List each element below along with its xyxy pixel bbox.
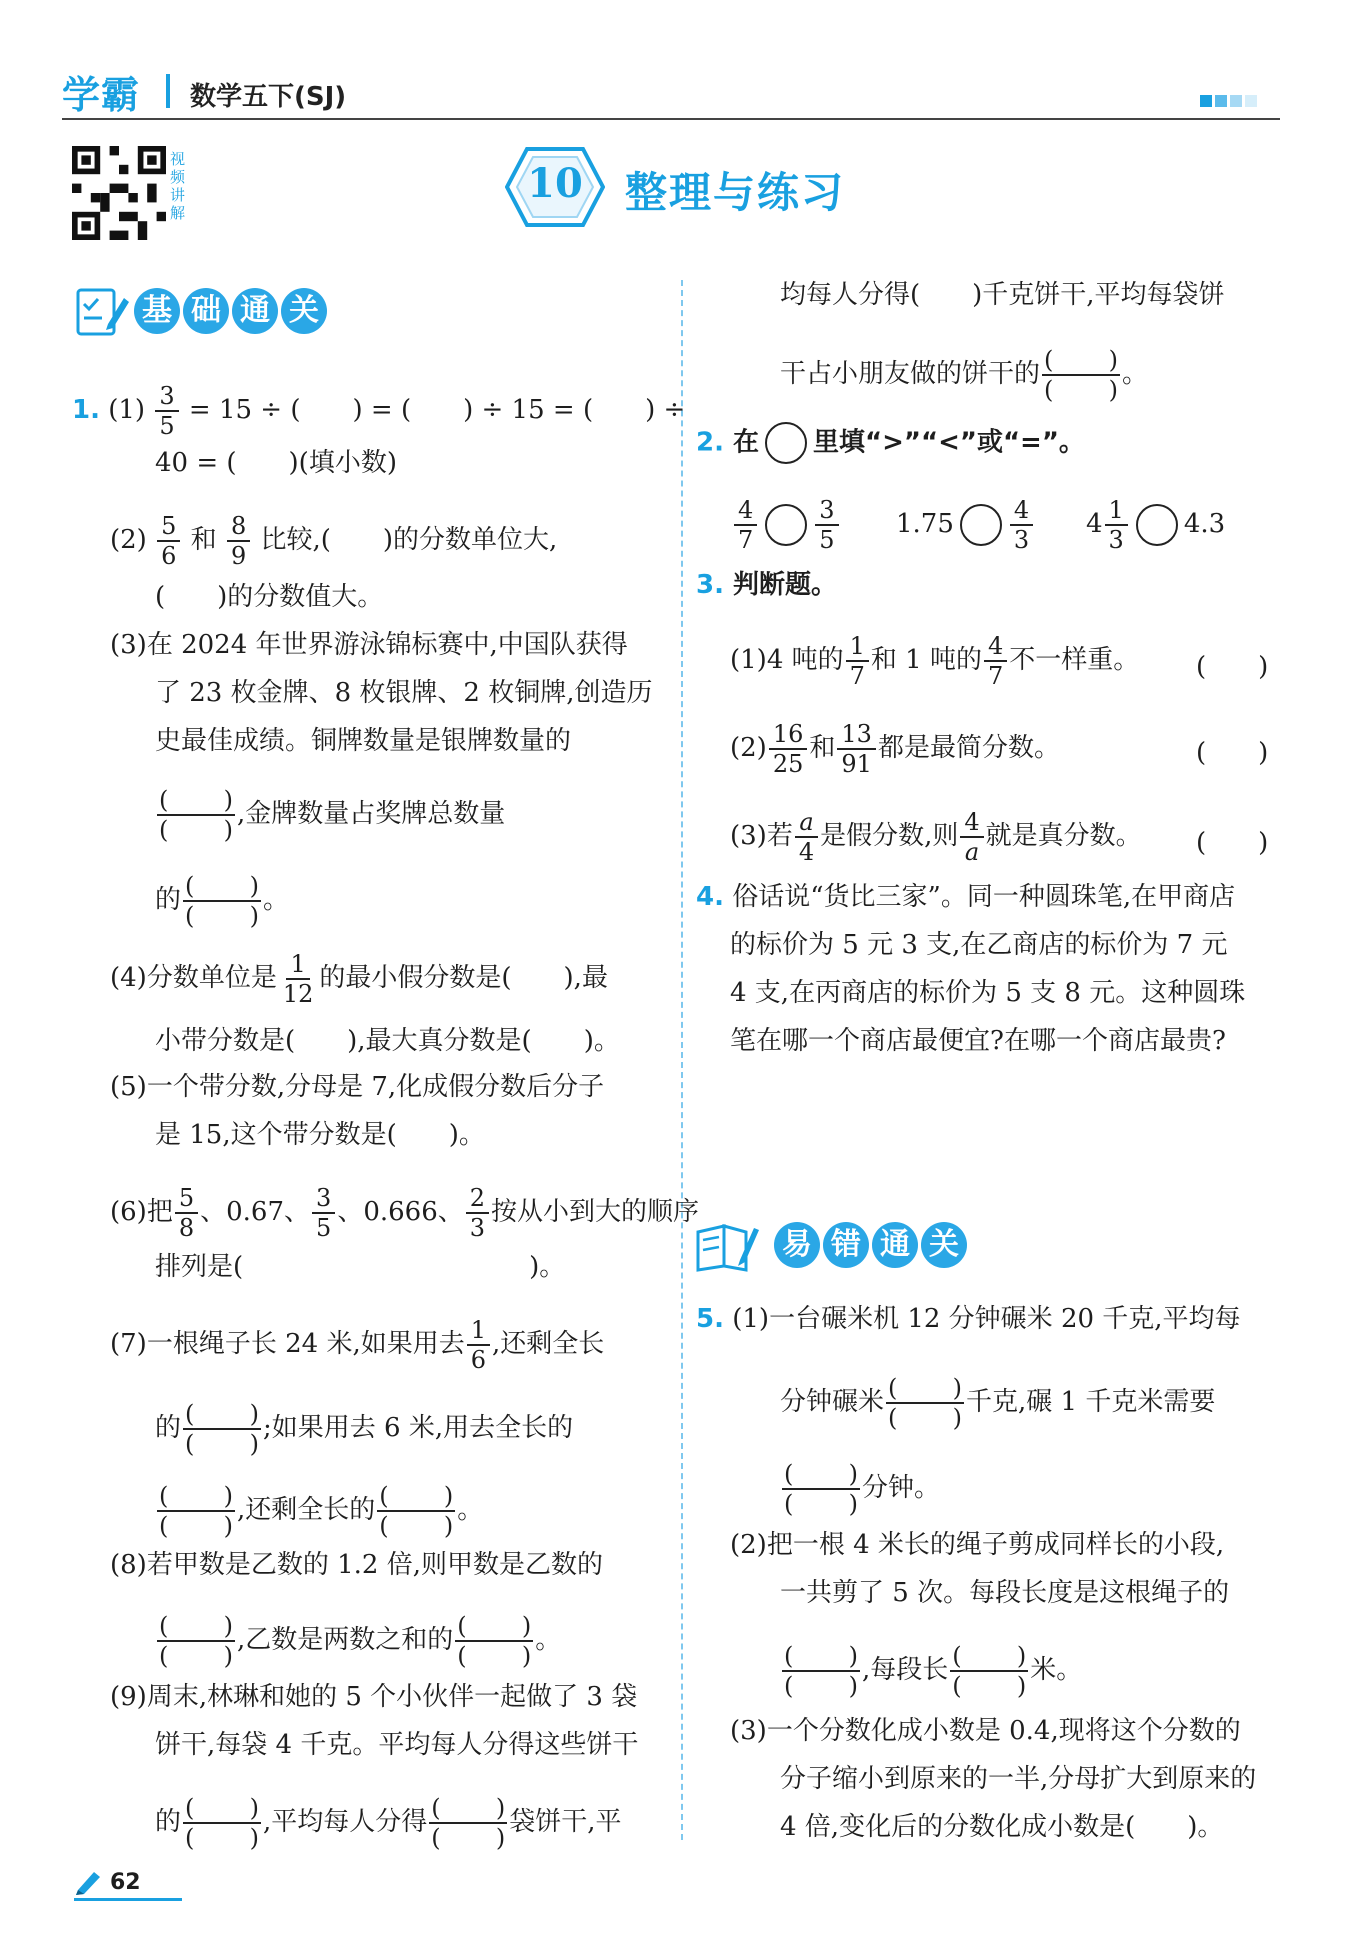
- fraction: $\frac{8}{9}$: [227, 512, 250, 570]
- qr-code-icon[interactable]: [70, 146, 168, 240]
- fraction: $\frac{13}{91}$: [837, 720, 876, 778]
- q1-part2-line2: ( )的分数值大。: [155, 582, 384, 612]
- brand-divider: [166, 74, 170, 108]
- blank-fraction[interactable]: ( ) ( ): [457, 1612, 532, 1670]
- fraction: $\frac{3}{5}$: [155, 382, 178, 440]
- blank-fraction[interactable]: ( ) ( ): [159, 1612, 233, 1670]
- q2-compare-2: 1.75 $\frac{4}{3}$: [896, 496, 1035, 554]
- brand-logo: 学霸: [62, 73, 141, 117]
- fraction: $\frac{4}{7}$: [734, 496, 757, 554]
- blank-fraction[interactable]: ( ) ( ): [159, 786, 233, 844]
- fraction: $\frac{5}{6}$: [157, 512, 180, 570]
- q5-part2-line3: ( ) ( ) ,每段长 ( ) ( ) 米。: [784, 1642, 1083, 1700]
- column-divider: [681, 280, 683, 1840]
- q2-compare-3: 4 $\frac{1}{3}$ 4.3: [1086, 496, 1226, 554]
- q1-part3-line5: 的 ( ) ( ) 。: [155, 872, 290, 930]
- fraction: $\frac{1}{6}$: [467, 1316, 490, 1374]
- q1-part7: (7)一根绳子长 24 米,如果用去 $\frac{1}{6}$ ,还剩全长: [110, 1316, 605, 1374]
- q5-part2-line2: 一共剪了 5 次。每段长度是这根绳子的: [780, 1578, 1230, 1608]
- section-basic-title: 基 础 通 关: [134, 288, 330, 334]
- q1-part9-line1: (9)周末,林琳和她的 5 个小伙伴一起做了 3 袋: [110, 1682, 638, 1712]
- q5-part1-line1: 5. (1)一台碾米机 12 分钟碾米 20 千克,平均每: [696, 1304, 1241, 1334]
- fraction: $\frac{3}{5}$: [312, 1184, 335, 1242]
- q5-part1-line2: 分钟碾米 ( ) ( ) 千克,碾 1 千克米需要: [780, 1374, 1216, 1432]
- q5-part3-line2: 分子缩小到原来的一半,分母扩大到原来的: [780, 1764, 1257, 1794]
- header-decoration: [1200, 92, 1260, 111]
- q1-part3-line3: 史最佳成绩。铜牌数量是银牌数量的: [155, 726, 572, 756]
- lesson-title: 整理与练习: [625, 168, 846, 217]
- q3-statement-3: (3)若 $\frac{a}{4}$ 是假分数,则 $\frac{4}{a}$ 就是真分数。: [730, 808, 1142, 866]
- page-number: 62: [110, 1870, 141, 1895]
- blank-fraction[interactable]: ( ) ( ): [185, 1794, 260, 1852]
- q3-answer-2[interactable]: ( ): [1196, 738, 1269, 768]
- q5-part1-line3: ( ) ( ) 分钟。: [784, 1460, 941, 1518]
- fraction: $\frac{5}{8}$: [175, 1184, 198, 1242]
- q1-part6: (6)把 $\frac{5}{8}$ 、0.67、 $\frac{3}{5}$ 、0.666、 $\frac{2}{3}$ 按从小到大的顺序: [110, 1184, 700, 1242]
- q2-compare-1: [732, 496, 841, 554]
- blank-fraction[interactable]: ( ) ( ): [784, 1642, 858, 1700]
- q5-part3-line1: (3)一个分数化成小数是 0.4,现将这个分数的: [730, 1716, 1241, 1746]
- q3-title: 3. 判断题。: [696, 570, 838, 600]
- fraction: $\frac{4}{7}$: [984, 632, 1007, 690]
- q3-answer-3[interactable]: ( ): [1196, 828, 1269, 858]
- blank-fraction[interactable]: ( ) ( ): [1044, 346, 1119, 404]
- qr-caption: 视频讲解: [170, 150, 186, 222]
- checklist-pencil-icon: [74, 284, 130, 340]
- blank-fraction[interactable]: ( ) ( ): [185, 872, 260, 930]
- q1-part9-line5: 干占小朋友做的饼干的 ( ) ( ) 。: [780, 346, 1149, 404]
- blank-fraction[interactable]: ( ) ( ): [952, 1642, 1027, 1700]
- q4-line2: 的标价为 5 元 3 支,在乙商店的标价为 7 元: [730, 930, 1228, 960]
- q1-part3-line4: ( ) ( ) ,金牌数量占奖牌总数量: [159, 786, 506, 844]
- header-rule: [62, 118, 1280, 120]
- q4-line1: 4. 俗话说“货比三家”。同一种圆珠笔,在甲商店: [696, 882, 1236, 912]
- q3-answer-1[interactable]: ( ): [1196, 652, 1269, 682]
- fraction: $\frac{4}{3}$: [1010, 496, 1033, 554]
- compare-circle[interactable]: [960, 504, 1002, 546]
- fraction: $\frac{1}{3}$: [1105, 496, 1128, 554]
- page-number-underline: [74, 1898, 182, 1901]
- compare-circle[interactable]: [1136, 504, 1178, 546]
- fraction: $\frac{2}{3}$: [466, 1184, 489, 1242]
- q1-part3-line2: 了 23 枚金牌、8 枚银牌、2 枚铜牌,创造历: [155, 678, 653, 708]
- q1-part8-line1: (8)若甲数是乙数的 1.2 倍,则甲数是乙数的: [110, 1550, 603, 1580]
- q1-part9-line4: 均每人分得( )千克饼干,平均每袋饼: [780, 280, 1225, 310]
- fraction: $\frac{16}{25}$: [769, 720, 808, 778]
- q1-part7-line3: ( ) ( ) ,还剩全长的 ( ) ( ) 。: [159, 1482, 484, 1540]
- q1-part8-line2: ( ) ( ) ,乙数是两数之和的 ( ) ( ) 。: [159, 1612, 562, 1670]
- q1-part1-line2: 40 = ( )(填小数): [155, 448, 397, 478]
- blank-fraction[interactable]: ( ) ( ): [431, 1794, 506, 1852]
- q3-statement-2: (2) $\frac{16}{25}$ 和 $\frac{13}{91}$ 都是最简分数。: [730, 720, 1060, 778]
- circle-icon: [765, 422, 807, 464]
- fraction: $\frac{1}{12}$: [282, 950, 314, 1008]
- q1-part4-line2: 小带分数是( ),最大真分数是( )。: [155, 1026, 620, 1056]
- section-error-title: 易 错 通 关: [774, 1222, 970, 1268]
- q5-part3-line3: 4 倍,变化后的分数化成小数是( )。: [780, 1812, 1224, 1842]
- book-title: 数学五下(SJ): [190, 82, 347, 112]
- pencil-icon: [74, 1868, 104, 1896]
- q1-part3-line1: (3)在 2024 年世界游泳锦标赛中,中国队获得: [110, 630, 628, 660]
- blank-fraction[interactable]: ( ) ( ): [379, 1482, 454, 1540]
- compare-circle[interactable]: [765, 504, 807, 546]
- blank-fraction[interactable]: ( ) ( ): [185, 1400, 260, 1458]
- open-book-pencil-icon: [694, 1218, 760, 1274]
- blank-fraction[interactable]: ( ) ( ): [888, 1374, 963, 1432]
- q2-title: 2. 在 里填“>”“<”或“=”。: [696, 422, 1085, 464]
- q1-part5-line1: (5)一个带分数,分母是 7,化成假分数后分子: [110, 1072, 605, 1102]
- q4-line3: 4 支,在丙商店的标价为 5 支 8 元。这种圆珠: [730, 978, 1246, 1008]
- q1-part9-line2: 饼干,每袋 4 千克。平均每人分得这些饼干: [155, 1730, 639, 1760]
- blank-fraction[interactable]: ( ) ( ): [784, 1460, 858, 1518]
- q1-part9-line3: 的 ( ) ( ) ,平均每人分得 ( ) ( ) 袋饼干,平: [155, 1794, 622, 1852]
- q1-part7-line2: 的 ( ) ( ) ;如果用去 6 米,用去全长的: [155, 1400, 574, 1458]
- fraction: $\frac{1}{7}$: [846, 632, 869, 690]
- q4-line4: 笔在哪一个商店最便宜?在哪一个商店最贵?: [730, 1026, 1226, 1056]
- q1-part4: (4)分数单位是 $\frac{1}{12}$ 的最小假分数是( ),最: [110, 950, 608, 1008]
- q1-part1: 1. (1) $\frac{3}{5}$ = 15 ÷ ( ) = ( ) ÷ 15 = ( ) ÷: [72, 382, 686, 440]
- q5-part2-line1: (2)把一根 4 米长的绳子剪成同样长的小段,: [730, 1530, 1225, 1560]
- lesson-number: 10: [527, 160, 583, 207]
- q1-part6-line2: 排列是( )。: [155, 1252, 566, 1282]
- fraction: $\frac{4}{a}$: [960, 808, 983, 866]
- fraction: $\frac{3}{5}$: [815, 496, 838, 554]
- q1-part5-line2: 是 15,这个带分数是( )。: [155, 1120, 485, 1150]
- q3-statement-1: (1)4 吨的 $\frac{1}{7}$ 和 1 吨的 $\frac{4}{7}$ 不一样重。: [730, 632, 1140, 690]
- blank-fraction[interactable]: ( ) ( ): [159, 1482, 233, 1540]
- q1-part2: (2) $\frac{5}{6}$ 和 $\frac{8}{9}$ 比较,( )的分数单位大,: [110, 512, 558, 570]
- fraction: $\frac{a}{4}$: [795, 808, 818, 866]
